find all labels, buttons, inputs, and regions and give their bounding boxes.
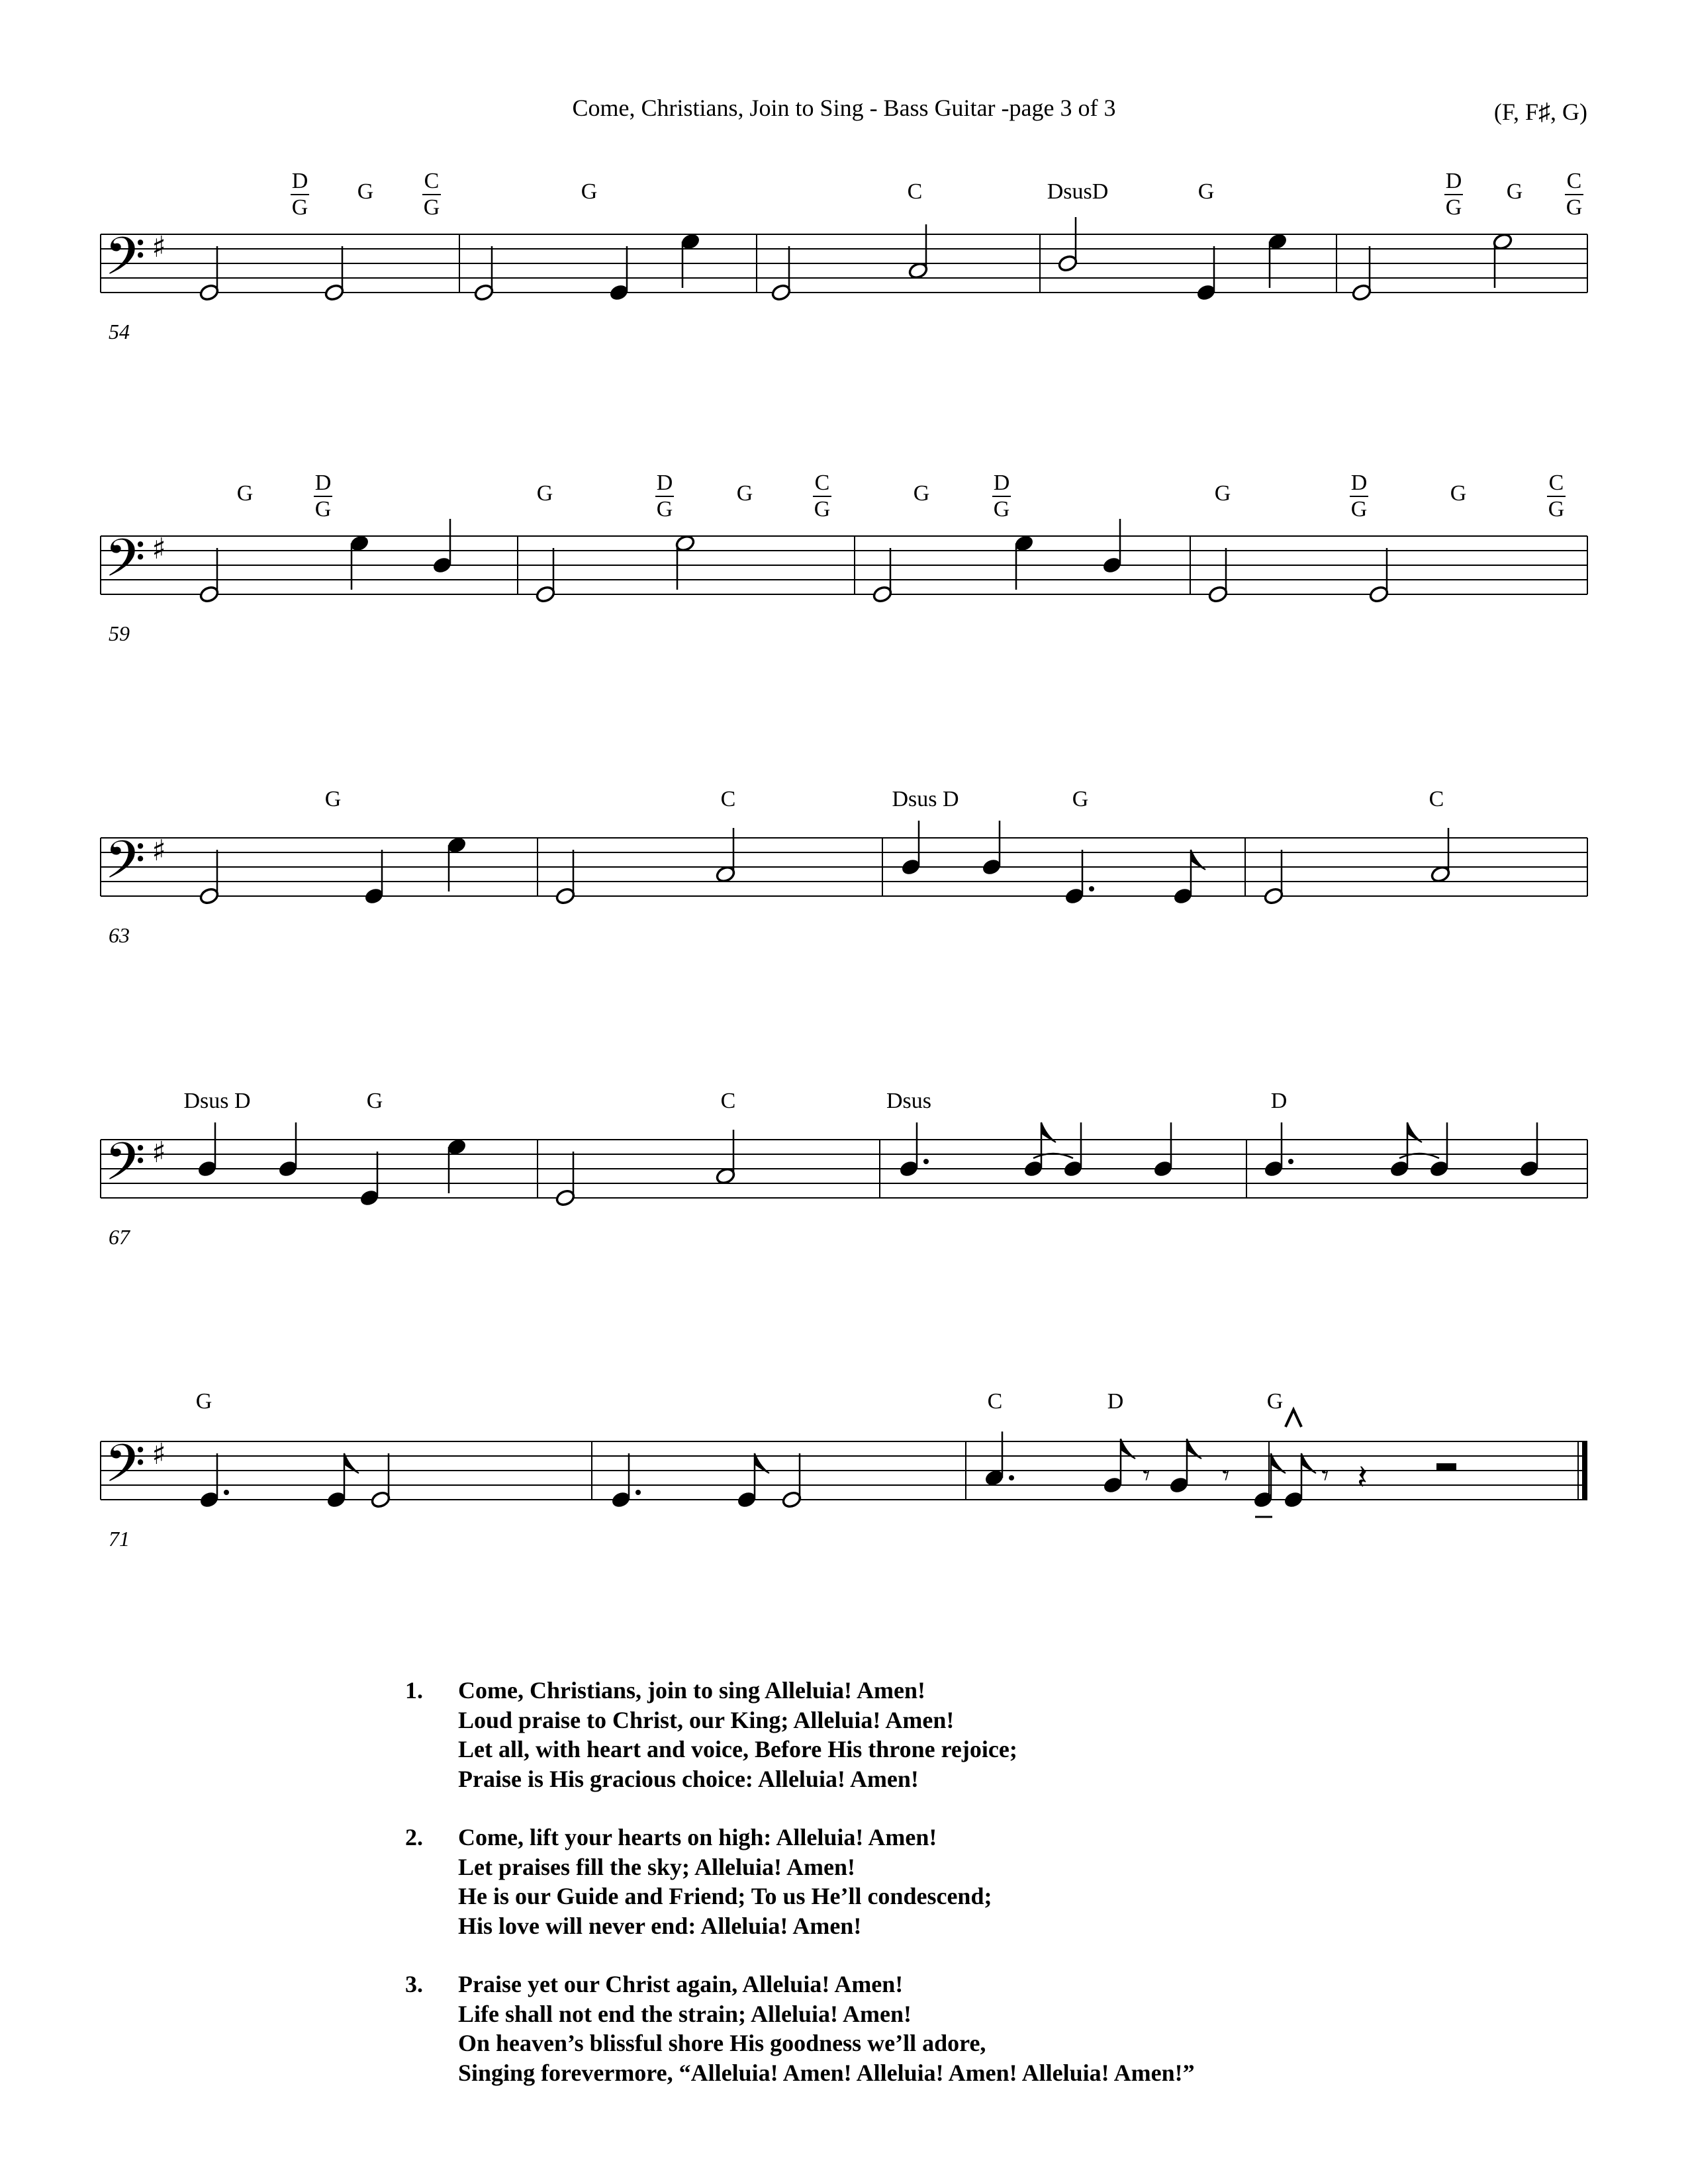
chord-symbol: G — [1197, 179, 1215, 204]
chord-symbol: G — [236, 481, 254, 506]
measure-number: 54 — [109, 320, 130, 343]
eighth-rest-icon: 𝄾 — [1222, 1459, 1230, 1492]
chord-symbol-denominator: G — [656, 497, 673, 522]
verse-number: 2. — [405, 1824, 423, 1850]
chord-symbol-numerator: C — [424, 169, 440, 193]
chord-symbol: G — [366, 1089, 383, 1113]
chord-symbol: G — [1450, 481, 1467, 506]
chord-symbol-numerator: C — [814, 471, 830, 495]
bass-clef-icon: 𝄢 — [105, 1433, 146, 1507]
verse-number: 1. — [405, 1677, 423, 1704]
key-list: (F, F♯, G) — [1493, 99, 1587, 125]
chord-symbol: G — [1266, 1389, 1284, 1414]
augmentation-dot — [635, 1490, 641, 1495]
lyrics-block — [405, 1676, 1195, 2116]
sharp-icon: ♯ — [152, 1136, 166, 1169]
chord-symbol: Dsus D — [892, 787, 959, 811]
chord-symbol: D — [1107, 1389, 1124, 1414]
chord-symbol-numerator: D — [1350, 471, 1368, 495]
staff-system — [101, 821, 1587, 905]
chord-symbol: G — [581, 179, 598, 204]
chord-symbol: Dsus D — [183, 1089, 251, 1113]
chord-symbol: C — [720, 787, 736, 811]
chord-symbol: G — [536, 481, 553, 506]
chord-symbol: G — [1072, 787, 1089, 811]
verse-line: Life shall not end the strain; Alleluia! Amen! — [458, 2000, 912, 2027]
verse-line: Come, lift your hearts on high: Alleluia! Amen! — [458, 1824, 937, 1850]
chord-symbol-numerator: C — [1548, 471, 1564, 495]
measure-number: 59 — [109, 621, 130, 645]
chord-symbol-denominator: G — [1445, 195, 1462, 220]
chord-symbol-numerator: D — [291, 169, 308, 193]
augmentation-dot — [923, 1159, 929, 1164]
augmentation-dot — [1288, 1159, 1293, 1164]
half-rest-icon — [1436, 1463, 1456, 1471]
chord-symbol: C — [907, 179, 923, 204]
chord-symbol: G — [1214, 481, 1231, 506]
bass-clef-icon: 𝄢 — [105, 829, 146, 903]
chord-symbol-denominator: G — [291, 195, 308, 220]
verse-line: Let praises fill the sky; Alleluia! Amen! — [458, 1853, 855, 1880]
chord-symbol: DsusD — [1047, 179, 1109, 204]
quarter-rest-icon: 𝄽 — [1357, 1458, 1368, 1498]
eighth-rest-icon: 𝄾 — [1321, 1459, 1329, 1492]
augmentation-dot — [1009, 1475, 1014, 1480]
sharp-icon: ♯ — [152, 532, 166, 566]
chord-symbol-numerator: D — [656, 471, 673, 495]
chord-symbol: G — [1506, 179, 1523, 204]
verse-1 — [405, 1676, 1195, 1794]
page-title: Come, Christians, Join to Sing - Bass Guitar -page 3 of 3 — [572, 95, 1116, 121]
sharp-icon: ♯ — [152, 230, 166, 264]
marcato-accent-icon — [1286, 1410, 1301, 1427]
sharp-icon: ♯ — [152, 834, 166, 868]
chord-symbol-numerator: C — [1566, 169, 1582, 193]
chord-symbol-denominator: G — [1548, 497, 1565, 522]
verse-line: Loud praise to Christ, our King; Alleluia! Amen! — [458, 1706, 955, 1733]
chord-symbol: C — [1429, 787, 1444, 811]
staff-system — [101, 1122, 1587, 1207]
final-barline-thick — [1582, 1441, 1587, 1500]
verse-line: Let all, with heart and voice, Before His throne rejoice; — [458, 1736, 1017, 1762]
verse-line: Praise is His gracious choice: Alleluia! Amen! — [458, 1765, 919, 1792]
chord-symbol: G — [357, 179, 374, 204]
augmentation-dot — [1089, 886, 1094, 891]
chord-symbol: G — [195, 1389, 212, 1414]
measure-number: 71 — [109, 1527, 130, 1551]
chord-symbol: D — [1270, 1089, 1288, 1113]
chord-symbol: G — [324, 787, 342, 811]
verse-2 — [405, 1823, 1195, 1940]
chord-symbol: G — [736, 481, 753, 506]
chord-symbol-denominator: G — [1566, 195, 1583, 220]
chord-symbol: C — [987, 1389, 1003, 1414]
chord-symbol: G — [913, 481, 930, 506]
chord-symbol-denominator: G — [314, 497, 332, 522]
verse-line: Praise yet our Christ again, Alleluia! Amen! — [458, 1971, 904, 1997]
verse-line: Singing forevermore, “Alleluia! Amen! Alleluia! Amen! Alleluia! Amen!” — [458, 2059, 1195, 2086]
staff-system — [101, 519, 1587, 604]
verse-number: 3. — [405, 1971, 423, 1997]
verse-line: Come, Christians, join to sing Alleluia! Amen! — [458, 1677, 926, 1704]
measure-number: 67 — [109, 1225, 130, 1249]
verse-3 — [405, 1970, 1195, 2087]
verse-line: His love will never end: Alleluia! Amen! — [458, 1912, 862, 1939]
staff-system — [101, 217, 1587, 302]
chord-symbol-denominator: G — [423, 195, 440, 220]
eighth-rest-icon: 𝄾 — [1143, 1459, 1150, 1492]
bass-clef-icon: 𝄢 — [105, 226, 146, 300]
chord-symbol-denominator: G — [814, 497, 831, 522]
verse-line: He is our Guide and Friend; To us He’ll condescend; — [458, 1883, 992, 1909]
chord-symbol-denominator: G — [993, 497, 1010, 522]
augmentation-dot — [224, 1490, 229, 1495]
measure-number: 63 — [109, 923, 130, 947]
chord-symbol-numerator: D — [993, 471, 1010, 495]
chord-symbol-denominator: G — [1350, 497, 1368, 522]
bass-clef-icon: 𝄢 — [105, 1131, 146, 1205]
sharp-icon: ♯ — [152, 1437, 166, 1471]
chord-symbol: C — [720, 1089, 736, 1113]
chord-symbol-numerator: D — [314, 471, 332, 495]
bass-clef-icon: 𝄢 — [105, 527, 146, 602]
verse-line: On heaven’s blissful shore His goodness we’ll adore, — [458, 2030, 986, 2056]
chord-symbol-numerator: D — [1445, 169, 1462, 193]
chord-symbol: Dsus — [886, 1089, 932, 1113]
